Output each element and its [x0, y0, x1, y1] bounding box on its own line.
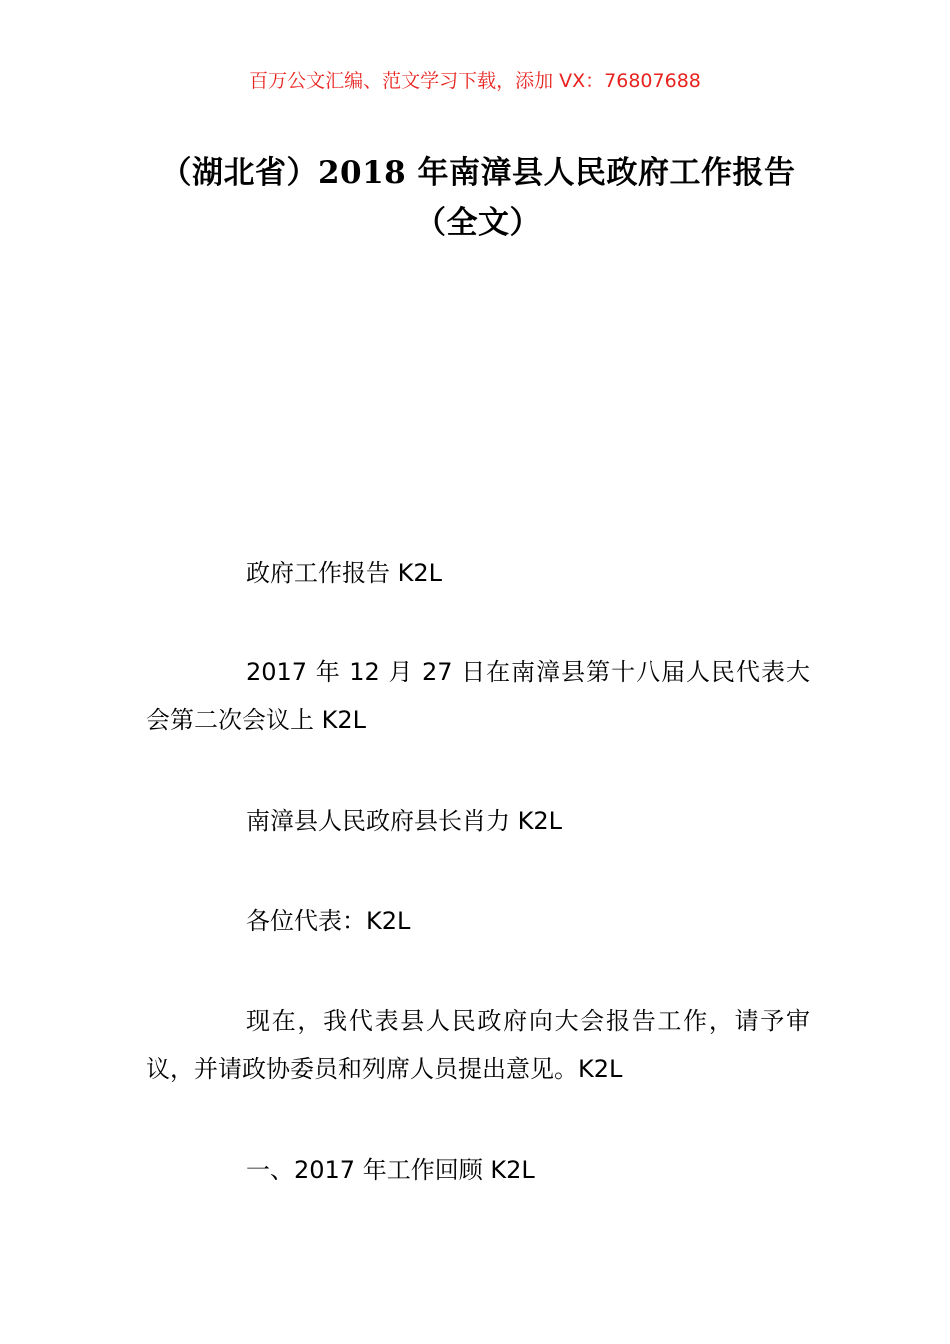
document-body-section	[146, 648, 810, 744]
paragraph-salutation: 各位代表：K2L	[246, 907, 411, 935]
paragraph-meeting-date: 2017 年 12 月 27 日在南漳县第十八届人民代表大会第二次会议上 K2L	[146, 658, 810, 734]
paragraph-speaker: 南漳县人民政府县长肖力 K2L	[246, 807, 563, 835]
paragraph-report-heading: 政府工作报告 K2L	[246, 559, 443, 587]
document-body-section	[146, 897, 810, 945]
document-body-section	[146, 997, 810, 1093]
paragraph-section-heading: 一、2017 年工作回顾 K2L	[246, 1156, 535, 1184]
paragraph-introduction: 现在，我代表县人民政府向大会报告工作，请予审议，并请政协委员和列席人员提出意见。K2L	[146, 1007, 810, 1083]
promo-header-note: 百万公文汇编、范文学习下载，添加 VX：76807688	[249, 70, 701, 92]
document-body-section	[146, 1146, 810, 1194]
document-body-section	[146, 797, 810, 845]
document-body-section	[146, 549, 810, 597]
document-title: （湖北省）2018 年南漳县人民政府工作报告（全文）	[160, 155, 796, 241]
